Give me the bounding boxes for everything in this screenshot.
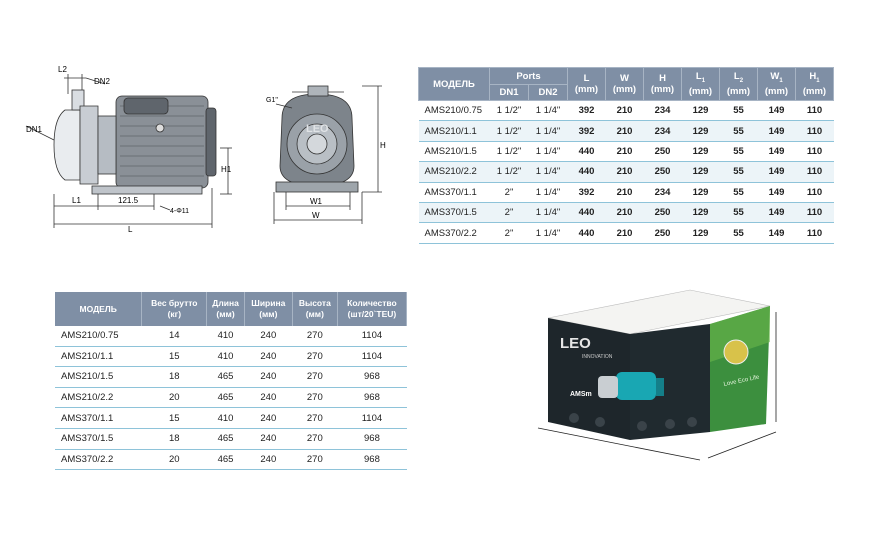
table-cell: 465 (207, 449, 245, 470)
table-cell: 968 (337, 449, 406, 470)
table-row (55, 449, 407, 470)
label-l2: L2 (58, 65, 67, 74)
label-dn1: DN1 (26, 125, 43, 134)
label-l1: L1 (72, 196, 81, 205)
header-col: МОДЕЛЬ (55, 292, 142, 326)
table-row (419, 121, 834, 141)
product-box-image (530, 282, 780, 467)
header-col: Ширина (мм) (244, 292, 292, 326)
table-cell: 968 (337, 387, 406, 408)
table-cell: 110 (796, 141, 834, 161)
table-cell: AMS210/0.75 (55, 326, 142, 346)
table-cell: AMS210/0.75 (419, 101, 490, 121)
table-cell: 20 (142, 387, 207, 408)
table-cell: 210 (606, 182, 644, 202)
label-l: L (128, 225, 133, 234)
table-cell: 440 (568, 162, 606, 182)
table-cell: 110 (796, 162, 834, 182)
table-cell: AMS210/1.1 (419, 121, 490, 141)
table-cell: 1 1/4" (529, 121, 568, 141)
logo-text: LEO (306, 123, 329, 135)
table-cell: 250 (644, 141, 682, 161)
table-cell: AMS210/1.5 (419, 141, 490, 161)
table-cell: 240 (244, 428, 292, 449)
table-cell: 149 (758, 223, 796, 243)
table-cell: AMS210/1.1 (55, 346, 142, 367)
header-l2: $L_2$ (mm) (720, 68, 758, 101)
packaging-table (55, 292, 407, 470)
table-cell: 55 (720, 162, 758, 182)
table-row (419, 223, 834, 243)
pump-front-view-drawing (262, 78, 390, 228)
label-g: G1" (266, 97, 278, 104)
table-cell: 410 (207, 326, 245, 346)
table-cell: 2" (490, 223, 529, 243)
table-cell: 240 (244, 449, 292, 470)
table-cell: 250 (644, 162, 682, 182)
box-model: AMSm (570, 391, 592, 398)
table-cell: 1 1/2" (490, 101, 529, 121)
table-cell: 1 1/2" (490, 121, 529, 141)
table-cell: 270 (292, 387, 337, 408)
table-cell: 1 1/4" (529, 141, 568, 161)
table-row (55, 367, 407, 388)
table-cell: 234 (644, 101, 682, 121)
table-cell: 149 (758, 101, 796, 121)
table-cell: 210 (606, 223, 644, 243)
table-cell: 129 (682, 162, 720, 182)
table-cell: 250 (644, 223, 682, 243)
header-w: W (mm) (606, 68, 644, 101)
table-cell: 55 (720, 202, 758, 222)
table-cell: 1 1/4" (529, 182, 568, 202)
table-cell: 1 1/4" (529, 101, 568, 121)
header-w1: $W_1$ (mm) (758, 68, 796, 101)
table-cell: 270 (292, 408, 337, 429)
table-cell: 240 (244, 387, 292, 408)
table-cell: 392 (568, 121, 606, 141)
table-cell: 234 (644, 121, 682, 141)
table-cell: 129 (682, 141, 720, 161)
table-cell: 2" (490, 182, 529, 202)
pump-side-view-drawing (20, 60, 235, 235)
table-cell: 210 (606, 202, 644, 222)
table-cell: 250 (644, 202, 682, 222)
table-cell: 465 (207, 387, 245, 408)
box-brand-sub: INNOVATION (582, 354, 613, 360)
header-l: L (mm) (568, 68, 606, 101)
table-cell: 410 (207, 408, 245, 429)
table-row (419, 202, 834, 222)
table-cell: AMS370/2.2 (55, 449, 142, 470)
table-cell: 240 (244, 326, 292, 346)
header-ports: Ports (490, 68, 568, 85)
table-cell: 55 (720, 101, 758, 121)
table-cell: 440 (568, 141, 606, 161)
table-cell: 1 1/2" (490, 162, 529, 182)
table-row (55, 346, 407, 367)
table-cell: 270 (292, 449, 337, 470)
table-cell: 392 (568, 101, 606, 121)
table-cell: 18 (142, 428, 207, 449)
table-cell: 465 (207, 428, 245, 449)
table-row (419, 101, 834, 121)
table-cell: 465 (207, 367, 245, 388)
table-cell: 240 (244, 346, 292, 367)
table-cell: 270 (292, 326, 337, 346)
table-cell: 15 (142, 408, 207, 429)
table-row (419, 162, 834, 182)
label-h1: H1 (221, 165, 232, 174)
header-col: Длина (мм) (207, 292, 245, 326)
table-cell: 240 (244, 408, 292, 429)
table-cell: 240 (244, 367, 292, 388)
header-dn2: DN2 (529, 85, 568, 101)
table-cell: 410 (207, 346, 245, 367)
table-cell: 14 (142, 326, 207, 346)
table-cell: 18 (142, 367, 207, 388)
table-cell: 1 1/4" (529, 162, 568, 182)
table-cell: 55 (720, 121, 758, 141)
box-side-text: Love Eco Life (723, 374, 760, 388)
table-cell: AMS210/2.2 (55, 387, 142, 408)
table-cell: 110 (796, 121, 834, 141)
table-cell: 110 (796, 182, 834, 202)
table-cell: 129 (682, 223, 720, 243)
table-cell: 20 (142, 449, 207, 470)
label-dn2: DN2 (94, 77, 111, 86)
table-cell: 210 (606, 101, 644, 121)
table-cell: AMS370/1.1 (419, 182, 490, 202)
table-cell: AMS370/1.5 (419, 202, 490, 222)
table-cell: 55 (720, 182, 758, 202)
table-row (55, 428, 407, 449)
table-cell: 110 (796, 202, 834, 222)
table-cell: 129 (682, 121, 720, 141)
label-121: 121.5 (118, 196, 139, 205)
header-h: H (mm) (644, 68, 682, 101)
table-cell: 392 (568, 182, 606, 202)
header-col: Вес брутто (кг) (142, 292, 207, 326)
table-cell: 55 (720, 141, 758, 161)
table-cell: AMS370/1.1 (55, 408, 142, 429)
box-brand: LEO (560, 335, 591, 352)
table-cell: 440 (568, 223, 606, 243)
table-cell: 129 (682, 182, 720, 202)
header-model: МОДЕЛЬ (419, 68, 490, 101)
label-holes: 4-Φ11 (170, 208, 190, 215)
table-cell: 149 (758, 141, 796, 161)
table-cell: 1104 (337, 346, 406, 367)
table-cell: 210 (606, 121, 644, 141)
table-cell: 968 (337, 367, 406, 388)
table-cell: 149 (758, 162, 796, 182)
table-cell: 440 (568, 202, 606, 222)
table-cell: 210 (606, 141, 644, 161)
table-row (55, 387, 407, 408)
table-cell: 1104 (337, 408, 406, 429)
table-cell: 2" (490, 202, 529, 222)
header-col: Количество (шт/20`TEU) (337, 292, 406, 326)
table-cell: 968 (337, 428, 406, 449)
table-cell: 15 (142, 346, 207, 367)
label-w1: W1 (310, 197, 322, 206)
table-cell: 149 (758, 182, 796, 202)
label-h: H (380, 141, 386, 150)
header-h1: $H_1$ (mm) (796, 68, 834, 101)
table-cell: 149 (758, 121, 796, 141)
table-cell: 149 (758, 202, 796, 222)
table-cell: 270 (292, 367, 337, 388)
table-cell: 1 1/4" (529, 223, 568, 243)
header-l1: $L_1$ (mm) (682, 68, 720, 101)
dimensions-table (418, 67, 834, 244)
table-cell: AMS210/1.5 (55, 367, 142, 388)
table-cell: 234 (644, 182, 682, 202)
table-cell: 1104 (337, 326, 406, 346)
table-cell: 55 (720, 223, 758, 243)
table-cell: 270 (292, 428, 337, 449)
table-cell: AMS370/2.2 (419, 223, 490, 243)
header-col: Высота (мм) (292, 292, 337, 326)
table-row (419, 141, 834, 161)
table-cell: 270 (292, 346, 337, 367)
table-cell: 110 (796, 223, 834, 243)
header-dn1: DN1 (490, 85, 529, 101)
table-cell: 129 (682, 101, 720, 121)
table-cell: AMS370/1.5 (55, 428, 142, 449)
table-cell: 110 (796, 101, 834, 121)
label-w: W (312, 211, 320, 220)
table-row (55, 326, 407, 346)
table-row (419, 182, 834, 202)
table-cell: 210 (606, 162, 644, 182)
table-cell: 129 (682, 202, 720, 222)
table-row (55, 408, 407, 429)
table-cell: 1 1/2" (490, 141, 529, 161)
table-cell: 1 1/4" (529, 202, 568, 222)
table-cell: AMS210/2.2 (419, 162, 490, 182)
